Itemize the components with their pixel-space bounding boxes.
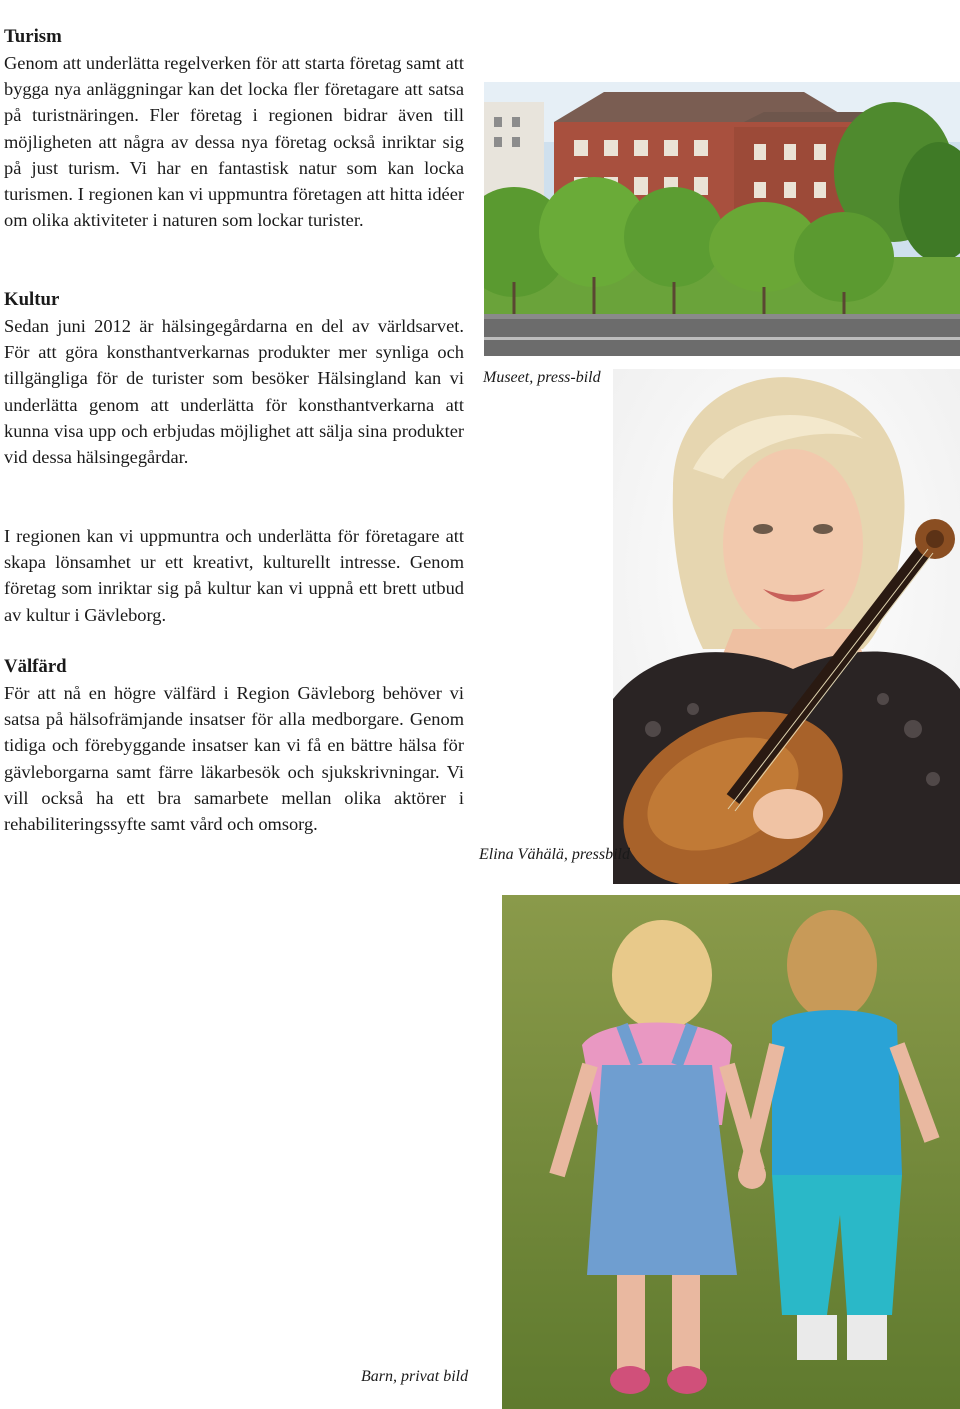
violinist-illustration <box>613 369 960 884</box>
paragraph-kultur-2: I regionen kan vi uppmuntra och underlätta för företagare att skapa lönsamhet ur ett kreativt, kulturellt intresse. Genom företag som inriktar sig på kultur kan vi uppnå ett brett utbud av kultur i Gävleborg. <box>4 526 464 625</box>
section-turism <box>4 24 464 233</box>
section-kultur <box>4 287 464 470</box>
violinist-photo <box>613 369 960 884</box>
children-photo <box>502 895 960 1409</box>
museum-photo <box>484 82 960 356</box>
museum-illustration <box>484 82 960 356</box>
heading-kultur: Kultur <box>4 289 60 310</box>
paragraph-turism: Genom att underlätta regelverken för att starta företag samt att bygga nya anläggningar kan det locka fler företagare att satsa på turistnäringen. Fler företag i regionen bidrar även till möjligheten att några av dessa nya företag också inriktar sig på just turism. Vi har en fantastisk natur som kan locka turismen. I regionen kan vi uppmuntra företagen att hitta idéer om olika aktiviteter i naturen som lockar turister. <box>4 53 464 231</box>
paragraph-kultur-1: Sedan juni 2012 är hälsingegårdarna en del av världsarvet. För att göra konsthantverkarnas produkter mer synliga och tillgängliga för de turister som besöker Hälsingland kan vi underlätta genom att underlätta för konsthantverkarna att kunna visa upp och erbjudas möjlighet att sälja sina produkter vid dessa hälsingegårdar. <box>4 316 464 468</box>
paragraph-valfard: För att nå en högre välfärd i Region Gävleborg behöver vi satsa på hälsofrämjande insatser för alla medborgare. Genom tidiga och förebyggande insatser kan vi få en bättre hälsa för gävleborgarna samt färre läkarbesök och sjukskrivningar. Vi vill också ha ett bra samarbete mellan olika aktörer i rehabiliteringssyfte samt vård och omsorg. <box>4 683 464 835</box>
section-kultur-continued <box>4 523 464 628</box>
caption-children: Barn, privat bild <box>361 1368 469 1385</box>
caption-museum: Museet, press-bild <box>483 369 601 386</box>
heading-valfard: Välfärd <box>4 656 67 677</box>
caption-violinist: Elina Vähälä, pressbild <box>479 846 630 863</box>
section-valfard <box>4 654 464 837</box>
heading-turism: Turism <box>4 26 62 47</box>
children-illustration <box>502 895 960 1409</box>
